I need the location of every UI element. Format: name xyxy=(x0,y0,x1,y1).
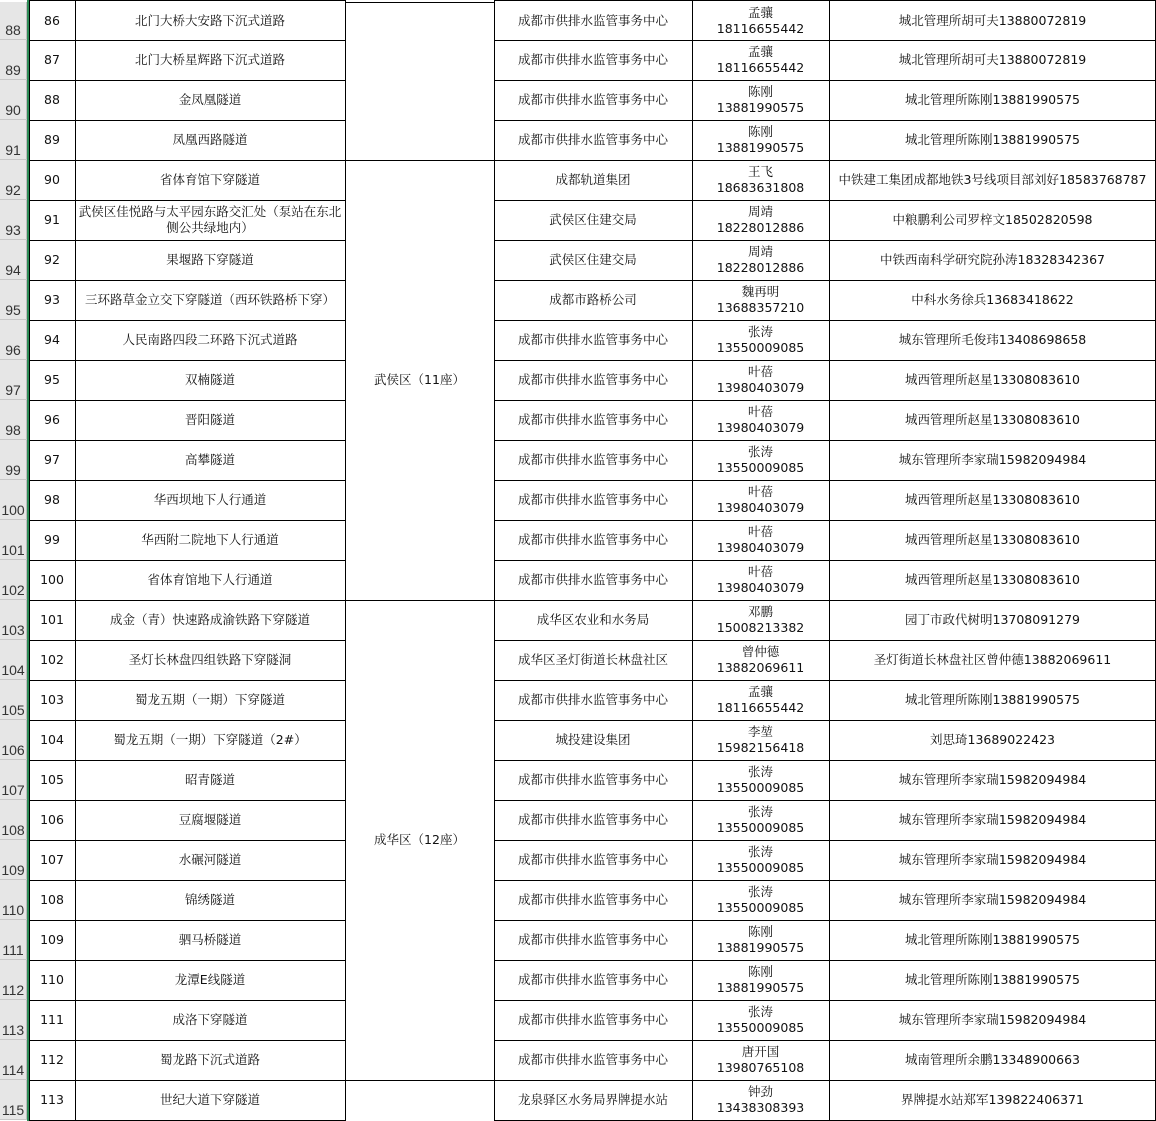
name-cell[interactable]: 武侯区佳悦路与太平园东路交汇处（泵站在东北侧公共绿地内） xyxy=(78,203,342,235)
unit-cell[interactable]: 成都市供排水监管事务中心 xyxy=(517,1011,668,1027)
grid-line xyxy=(494,440,1156,441)
name-cell[interactable]: 圣灯长林盘四组铁路下穿隧洞 xyxy=(128,651,292,667)
grid-line xyxy=(494,200,1156,201)
unit-cell[interactable]: 成都市供排水监管事务中心 xyxy=(517,491,668,507)
row-header[interactable]: 94 xyxy=(0,240,27,280)
grid-line xyxy=(692,0,693,1121)
row-header-divider xyxy=(0,479,27,480)
row-header[interactable]: 93 xyxy=(0,200,27,240)
manager-cell[interactable]: 中粮鹏利公司罗梓文18502820598 xyxy=(892,211,1093,227)
contact-cell[interactable]: 李堃 15982156418 xyxy=(716,723,805,755)
row-header-divider xyxy=(0,159,27,160)
name-cell[interactable]: 水碾河隧道 xyxy=(178,851,242,867)
contact-cell[interactable]: 张涛13550009085 xyxy=(716,1003,805,1035)
grid-line xyxy=(29,120,345,121)
seq-cell[interactable]: 101 xyxy=(40,611,64,627)
row-header-divider xyxy=(0,919,27,920)
grid-line xyxy=(29,240,345,241)
seq-cell[interactable]: 113 xyxy=(40,1091,64,1107)
grid-line xyxy=(29,600,345,601)
row-header[interactable]: 113 xyxy=(0,1000,27,1040)
row-header[interactable]: 112 xyxy=(0,960,27,1000)
row-header[interactable]: 105 xyxy=(0,680,27,720)
row-header-divider xyxy=(0,639,27,640)
contact-cell[interactable]: 叶蓓13980403079 xyxy=(716,403,805,435)
row-header[interactable]: 89 xyxy=(0,40,27,80)
contact-cell[interactable]: 陈刚13881990575 xyxy=(716,963,805,995)
grid-line xyxy=(29,520,345,521)
name-cell[interactable]: 锦绣隧道 xyxy=(184,891,235,907)
grid-line xyxy=(29,880,345,881)
unit-cell[interactable]: 成都市供排水监管事务中心 xyxy=(517,451,668,467)
unit-cell[interactable]: 成都市供排水监管事务中心 xyxy=(517,91,668,107)
manager-cell[interactable]: 城西管理所赵星13308083610 xyxy=(905,571,1080,587)
row-header-divider xyxy=(0,79,27,80)
contact-cell[interactable]: 张涛13550009085 xyxy=(716,883,805,915)
row-header[interactable]: 106 xyxy=(0,720,27,760)
name-cell[interactable]: 华西坝地下人行通道 xyxy=(153,491,267,507)
grid-line xyxy=(494,520,1156,521)
row-header[interactable]: 92 xyxy=(0,160,27,200)
grid-line xyxy=(494,120,1156,121)
name-cell[interactable]: 北门大桥大安路下沉式道路 xyxy=(134,12,285,28)
name-cell[interactable]: 三环路草金立交下穿隧道（西环铁路桥下穿） xyxy=(84,291,335,307)
grid-line xyxy=(29,1080,345,1081)
row-header-divider xyxy=(0,39,27,40)
grid-line xyxy=(494,280,1156,281)
seq-cell[interactable]: 99 xyxy=(44,531,60,547)
grid-line xyxy=(29,0,30,1121)
grid-line xyxy=(494,680,1156,681)
name-cell[interactable]: 成洛下穿隧道 xyxy=(172,1011,248,1027)
grid-line xyxy=(494,720,1156,721)
district-cell[interactable] xyxy=(345,1080,494,1120)
unit-cell[interactable]: 武侯区住建交局 xyxy=(549,211,637,227)
grid-line xyxy=(29,40,345,41)
contact-cell[interactable]: 周靖18228012886 xyxy=(716,203,805,235)
manager-cell[interactable]: 中铁建工集团成都地铁3号线项目部刘好18583768787 xyxy=(838,171,1147,187)
grid-line xyxy=(494,600,1156,601)
name-cell[interactable]: 蜀龙五期（一期）下穿隧道（2#） xyxy=(113,731,307,747)
grid-line xyxy=(29,960,345,961)
name-cell[interactable]: 高攀隧道 xyxy=(184,451,235,467)
grid-line xyxy=(29,680,345,681)
name-cell[interactable]: 龙潭E线隧道 xyxy=(174,971,246,987)
row-header-divider xyxy=(0,799,27,800)
manager-cell[interactable]: 城北管理所陈刚13881990575 xyxy=(905,691,1080,707)
contact-cell[interactable]: 曾仲德13882069611 xyxy=(716,643,805,675)
unit-cell[interactable]: 成都市供排水监管事务中心 xyxy=(517,131,668,147)
grid-line xyxy=(494,880,1156,881)
row-header[interactable]: 100 xyxy=(0,480,27,520)
grid-line xyxy=(29,160,345,161)
grid-line xyxy=(345,0,346,1121)
seq-cell[interactable]: 95 xyxy=(44,371,60,387)
grid-line xyxy=(29,1040,345,1041)
contact-cell[interactable]: 王飞18683631808 xyxy=(716,163,805,195)
manager-cell[interactable]: 中科水务徐兵13683418622 xyxy=(911,291,1074,307)
contact-cell[interactable]: 孟骧18116655442 xyxy=(716,4,805,36)
manager-cell[interactable]: 城北管理所陈刚13881990575 xyxy=(905,131,1080,147)
grid-line xyxy=(29,400,345,401)
name-cell[interactable]: 世纪大道下穿隧道 xyxy=(159,1091,260,1107)
manager-cell[interactable]: 城北管理所胡可夫13880072819 xyxy=(898,12,1087,28)
unit-cell[interactable]: 成都市供排水监管事务中心 xyxy=(517,891,668,907)
seq-cell[interactable]: 106 xyxy=(40,811,64,827)
contact-cell[interactable]: 邓鹏15008213382 xyxy=(716,603,805,635)
grid-line xyxy=(29,560,345,561)
name-cell[interactable]: 双楠隧道 xyxy=(184,371,235,387)
unit-cell[interactable]: 成华区农业和水务局 xyxy=(536,611,650,627)
name-cell[interactable]: 蜀龙路下沉式道路 xyxy=(159,1051,260,1067)
name-cell[interactable]: 人民南路四段二环路下沉式道路 xyxy=(122,331,298,347)
grid-line xyxy=(29,920,345,921)
manager-cell[interactable]: 城北管理所胡可夫13880072819 xyxy=(898,51,1087,67)
seq-cell[interactable]: 87 xyxy=(44,51,60,67)
row-header-divider xyxy=(0,599,27,600)
unit-cell[interactable]: 成都市供排水监管事务中心 xyxy=(517,811,668,827)
row-header[interactable]: 114 xyxy=(0,1040,27,1080)
contact-cell[interactable]: 陈刚13881990575 xyxy=(716,123,805,155)
district-cell[interactable]: 成华区（12座） xyxy=(374,831,465,847)
grid-line xyxy=(494,1040,1156,1041)
name-cell[interactable]: 豆腐堰隧道 xyxy=(178,811,242,827)
grid-line xyxy=(494,840,1156,841)
seq-cell[interactable]: 89 xyxy=(44,131,60,147)
name-cell[interactable]: 金凤凰隧道 xyxy=(178,91,242,107)
unit-cell[interactable]: 成都市供排水监管事务中心 xyxy=(517,12,668,28)
grid-line xyxy=(29,200,345,201)
grid-line xyxy=(345,2,494,3)
manager-cell[interactable]: 城西管理所赵星13308083610 xyxy=(905,411,1080,427)
row-header-divider xyxy=(0,319,27,320)
contact-cell[interactable]: 周靖18228012886 xyxy=(716,243,805,275)
name-cell[interactable]: 省体育馆下穿隧道 xyxy=(159,171,260,187)
row-header-divider xyxy=(0,119,27,120)
name-cell[interactable]: 凤凰西路隧道 xyxy=(172,131,248,147)
grid-line xyxy=(29,840,345,841)
district-cell[interactable]: 武侯区（11座） xyxy=(374,371,465,387)
name-cell[interactable]: 成金（青）快速路成渝铁路下穿隧道 xyxy=(109,611,310,627)
row-header[interactable]: 99 xyxy=(0,440,27,480)
contact-cell[interactable]: 张涛13550009085 xyxy=(716,763,805,795)
contact-cell[interactable]: 陈刚13881990575 xyxy=(716,923,805,955)
unit-cell[interactable]: 成都市供排水监管事务中心 xyxy=(517,691,668,707)
seq-cell[interactable]: 94 xyxy=(44,331,60,347)
row-header-divider xyxy=(0,719,27,720)
manager-cell[interactable]: 城北管理所陈刚13881990575 xyxy=(905,931,1080,947)
grid-line xyxy=(494,240,1156,241)
grid-line xyxy=(494,40,1156,41)
grid-line xyxy=(494,480,1156,481)
row-header-divider xyxy=(0,239,27,240)
row-header-divider xyxy=(0,559,27,560)
unit-cell[interactable]: 龙泉驿区水务局界牌提水站 xyxy=(517,1091,668,1107)
grid-line xyxy=(494,960,1156,961)
contact-cell[interactable]: 钟劲13438308393 xyxy=(716,1083,805,1115)
row-header[interactable]: 103 xyxy=(0,600,27,640)
unit-cell[interactable]: 成都市供排水监管事务中心 xyxy=(517,331,668,347)
contact-cell[interactable]: 张涛13550009085 xyxy=(716,323,805,355)
contact-cell[interactable]: 孟骧18116655442 xyxy=(716,43,805,75)
row-header[interactable]: 111 xyxy=(0,920,27,960)
unit-cell[interactable]: 成都市供排水监管事务中心 xyxy=(517,931,668,947)
seq-cell[interactable]: 111 xyxy=(40,1011,64,1027)
row-header[interactable]: 109 xyxy=(0,840,27,880)
unit-cell[interactable]: 成都市供排水监管事务中心 xyxy=(517,851,668,867)
contact-cell[interactable]: 张涛13550009085 xyxy=(716,843,805,875)
manager-cell[interactable]: 城西管理所赵星13308083610 xyxy=(905,491,1080,507)
manager-cell[interactable]: 城东管理所毛俊玮13408698658 xyxy=(898,331,1087,347)
row-header-divider xyxy=(0,519,27,520)
row-header-divider xyxy=(0,959,27,960)
row-header-divider xyxy=(0,359,27,360)
unit-cell[interactable]: 成都市供排水监管事务中心 xyxy=(517,371,668,387)
seq-cell[interactable]: 98 xyxy=(44,491,60,507)
manager-cell[interactable]: 城南管理所余鹏13348900663 xyxy=(905,1051,1080,1067)
unit-cell[interactable]: 成都市供排水监管事务中心 xyxy=(517,411,668,427)
seq-cell[interactable]: 96 xyxy=(44,411,60,427)
row-header-divider xyxy=(0,199,27,200)
seq-cell[interactable]: 109 xyxy=(40,931,64,947)
unit-cell[interactable]: 成都市路桥公司 xyxy=(549,291,637,307)
row-header[interactable]: 102 xyxy=(0,560,27,600)
unit-cell[interactable]: 成都市供排水监管事务中心 xyxy=(517,971,668,987)
seq-cell[interactable]: 93 xyxy=(44,291,60,307)
unit-cell[interactable]: 成都市供排水监管事务中心 xyxy=(517,51,668,67)
grid-line xyxy=(494,640,1156,641)
unit-cell[interactable]: 成都市供排水监管事务中心 xyxy=(517,571,668,587)
manager-cell[interactable]: 城北管理所陈刚13881990575 xyxy=(905,971,1080,987)
manager-cell[interactable]: 城东管理所李家瑞15982094984 xyxy=(898,811,1087,827)
seq-cell[interactable]: 103 xyxy=(40,691,64,707)
seq-cell[interactable]: 105 xyxy=(40,771,64,787)
seq-cell[interactable]: 104 xyxy=(40,731,64,747)
row-header-divider xyxy=(0,759,27,760)
contact-cell[interactable]: 叶蓓13980403079 xyxy=(716,363,805,395)
row-header[interactable]: 91 xyxy=(0,120,27,160)
row-header[interactable]: 95 xyxy=(0,280,27,320)
contact-cell[interactable]: 叶蓓13980403079 xyxy=(716,483,805,515)
grid-line xyxy=(29,360,345,361)
seq-cell[interactable]: 92 xyxy=(44,251,60,267)
contact-cell[interactable]: 唐开国13980765108 xyxy=(716,1043,805,1075)
row-header[interactable]: 110 xyxy=(0,880,27,920)
contact-cell[interactable]: 孟骧18116655442 xyxy=(716,683,805,715)
seq-cell[interactable]: 108 xyxy=(40,891,64,907)
contact-cell[interactable]: 魏再明13688357210 xyxy=(716,283,805,315)
district-cell[interactable] xyxy=(345,2,494,160)
manager-cell[interactable]: 城东管理所李家瑞15982094984 xyxy=(898,1011,1087,1027)
name-cell[interactable]: 蜀龙五期（一期）下穿隧道 xyxy=(134,691,285,707)
unit-cell[interactable]: 武侯区住建交局 xyxy=(549,251,637,267)
row-header[interactable]: 104 xyxy=(0,640,27,680)
grid-line xyxy=(494,160,1156,161)
grid-line xyxy=(829,0,830,1121)
manager-cell[interactable]: 园丁市政代树明13708091279 xyxy=(905,611,1080,627)
grid-line xyxy=(29,760,345,761)
unit-cell[interactable]: 成华区圣灯街道长林盘社区 xyxy=(517,651,668,667)
seq-cell[interactable]: 100 xyxy=(40,571,64,587)
row-header-divider xyxy=(0,279,27,280)
grid-line xyxy=(29,0,345,1)
contact-cell[interactable]: 陈刚13881990575 xyxy=(716,83,805,115)
grid-line xyxy=(494,400,1156,401)
contact-cell[interactable]: 张涛13550009085 xyxy=(716,803,805,835)
row-header-divider xyxy=(0,1039,27,1040)
manager-cell[interactable]: 城北管理所陈刚13881990575 xyxy=(905,91,1080,107)
unit-cell[interactable]: 成都市供排水监管事务中心 xyxy=(517,531,668,547)
grid-line xyxy=(29,280,345,281)
row-header-divider xyxy=(0,879,27,880)
manager-cell[interactable]: 城西管理所赵星13308083610 xyxy=(905,531,1080,547)
contact-cell[interactable]: 张涛13550009085 xyxy=(716,443,805,475)
contact-cell[interactable]: 叶蓓13980403079 xyxy=(716,563,805,595)
grid-line xyxy=(494,1080,1156,1081)
grid-line xyxy=(29,640,345,641)
grid-line xyxy=(494,560,1156,561)
manager-cell[interactable]: 刘思琦13689022423 xyxy=(930,731,1055,747)
name-cell[interactable]: 昭青隧道 xyxy=(184,771,235,787)
manager-cell[interactable]: 城东管理所李家瑞15982094984 xyxy=(898,771,1087,787)
unit-cell[interactable]: 成都市供排水监管事务中心 xyxy=(517,1051,668,1067)
row-header[interactable]: 88 xyxy=(0,2,27,40)
manager-cell[interactable]: 城西管理所赵星13308083610 xyxy=(905,371,1080,387)
row-header-divider xyxy=(0,439,27,440)
seq-cell[interactable]: 112 xyxy=(40,1051,64,1067)
manager-cell[interactable]: 城东管理所李家瑞15982094984 xyxy=(898,891,1087,907)
name-cell[interactable]: 北门大桥星辉路下沉式道路 xyxy=(134,51,285,67)
grid-line xyxy=(29,480,345,481)
row-header-divider xyxy=(0,839,27,840)
grid-line xyxy=(29,320,345,321)
manager-cell[interactable]: 圣灯街道长林盘社区曾仲德13882069611 xyxy=(873,651,1112,667)
row-header-divider xyxy=(0,1079,27,1080)
grid-line xyxy=(494,320,1156,321)
row-header-divider xyxy=(0,999,27,1000)
unit-cell[interactable]: 成都市供排水监管事务中心 xyxy=(517,771,668,787)
seq-cell[interactable]: 88 xyxy=(44,91,60,107)
grid-line xyxy=(345,160,494,161)
seq-cell[interactable]: 107 xyxy=(40,851,64,867)
grid-line xyxy=(494,0,1156,1)
grid-line xyxy=(75,0,76,1121)
row-header[interactable]: 108 xyxy=(0,800,27,840)
seq-cell[interactable]: 110 xyxy=(40,971,64,987)
row-header[interactable]: 101 xyxy=(0,520,27,560)
seq-cell[interactable]: 91 xyxy=(44,211,60,227)
row-header[interactable]: 97 xyxy=(0,360,27,400)
unit-cell[interactable]: 成都轨道集团 xyxy=(555,171,631,187)
manager-cell[interactable]: 中铁西南科学研究院孙涛18328342367 xyxy=(880,251,1105,267)
seq-cell[interactable]: 86 xyxy=(44,12,60,28)
seq-cell[interactable]: 102 xyxy=(40,651,64,667)
name-cell[interactable]: 驷马桥隧道 xyxy=(178,931,242,947)
grid-line xyxy=(494,80,1156,81)
row-header[interactable]: 90 xyxy=(0,80,27,120)
grid-line xyxy=(494,360,1156,361)
grid-line xyxy=(494,0,495,1121)
row-header[interactable]: 107 xyxy=(0,760,27,800)
name-cell[interactable]: 华西附二院地下人行通道 xyxy=(141,531,279,547)
grid-line xyxy=(29,1000,345,1001)
grid-line xyxy=(29,800,345,801)
row-header[interactable]: 115 xyxy=(0,1080,27,1120)
name-cell[interactable]: 省体育馆地下人行通道 xyxy=(147,571,273,587)
manager-cell[interactable]: 界牌提水站郑军139822406371 xyxy=(901,1091,1084,1107)
grid-line xyxy=(29,720,345,721)
row-header-divider xyxy=(0,1119,27,1120)
seq-cell[interactable]: 90 xyxy=(44,171,60,187)
grid-line xyxy=(494,800,1156,801)
manager-cell[interactable]: 城东管理所李家瑞15982094984 xyxy=(898,851,1087,867)
grid-line xyxy=(29,440,345,441)
row-header-divider xyxy=(0,399,27,400)
seq-cell[interactable]: 97 xyxy=(44,451,60,467)
grid-line xyxy=(494,1000,1156,1001)
grid-line xyxy=(345,1080,494,1081)
contact-cell[interactable]: 叶蓓13980403079 xyxy=(716,523,805,555)
name-cell[interactable]: 果堰路下穿隧道 xyxy=(166,251,254,267)
row-header-divider xyxy=(0,679,27,680)
unit-cell[interactable]: 城投建设集团 xyxy=(555,731,631,747)
grid-line xyxy=(345,600,494,601)
name-cell[interactable]: 晋阳隧道 xyxy=(184,411,235,427)
grid-line xyxy=(29,80,345,81)
grid-line xyxy=(494,760,1156,761)
row-header[interactable]: 98 xyxy=(0,400,27,440)
row-header[interactable]: 96 xyxy=(0,320,27,360)
grid-line xyxy=(494,920,1156,921)
manager-cell[interactable]: 城东管理所李家瑞15982094984 xyxy=(898,451,1087,467)
